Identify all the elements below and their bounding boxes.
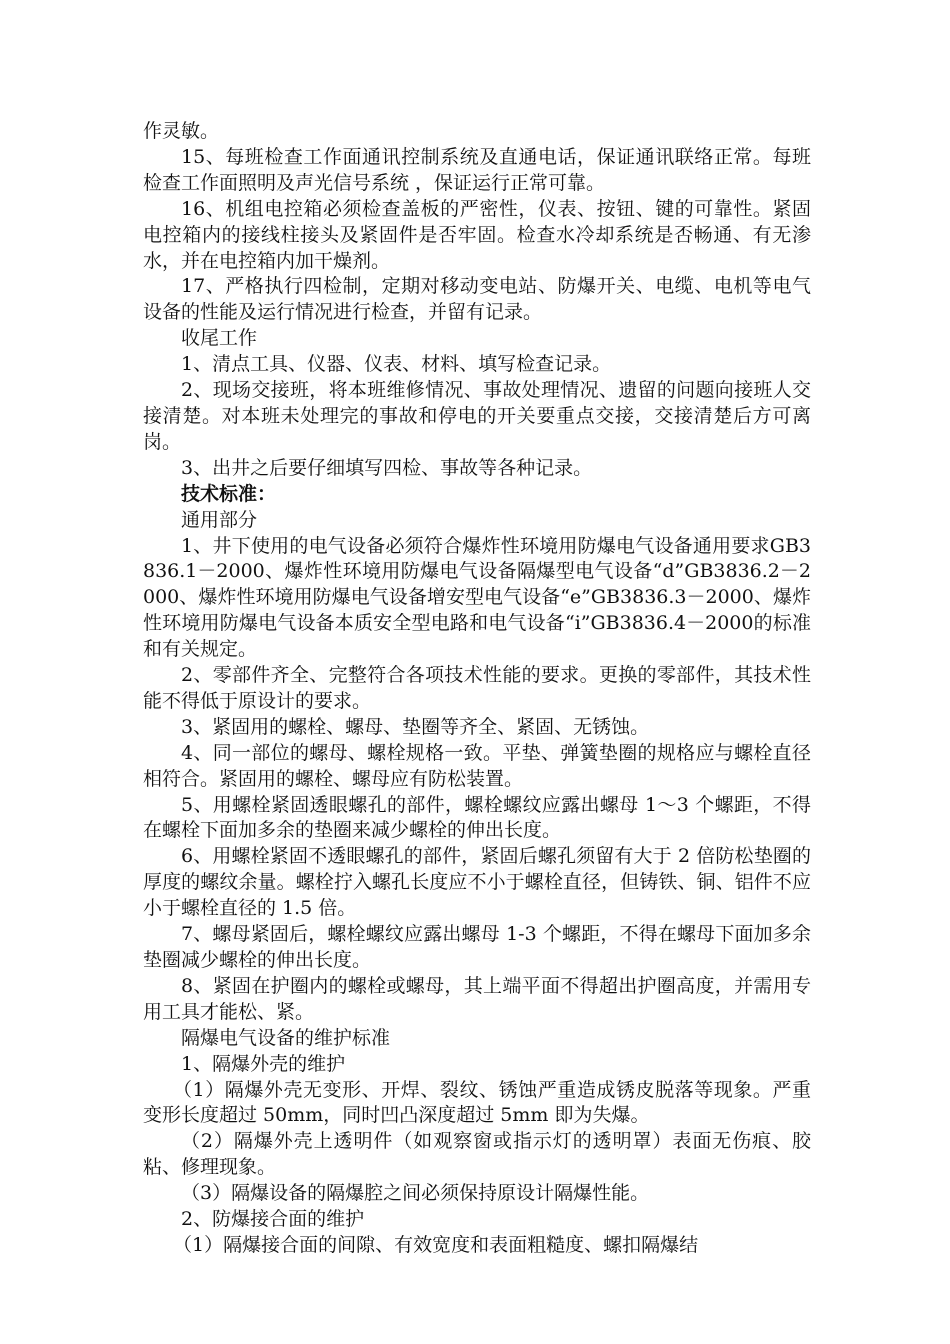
document-paragraph: （1）隔爆接合面的间隙、有效宽度和表面粗糙度、螺扣隔爆结 [173, 1233, 699, 1256]
document-paragraph: 作灵敏。 [143, 120, 220, 142]
document-paragraph: 2、现场交接班，将本班维修情况、事故处理情况、遗留的问题向接班人交接清楚。对本班未处理完的事故和停电的开关要重点交接，交接清楚后方可离岗。 [143, 379, 811, 453]
document-paragraph: 17、严格执行四检制，定期对移动变电站、防爆开关、电缆、电机等电气设备的性能及运行情况进行检查，并留有记录。 [143, 275, 811, 324]
document-paragraph: 2、零部件齐全、完整符合各项技术性能的要求。更换的零部件，其技术性能不得低于原设计的要求。 [143, 664, 811, 712]
document-paragraph: 2、防爆接合面的维护 [181, 1208, 365, 1231]
document-paragraph: 通用部分 [181, 508, 258, 531]
document-paragraph: 4、同一部位的螺母、螺栓规格一致。平垫、弹簧垫圈的规格应与螺栓直径相符合。紧固用的螺栓、螺母应有防松装置。 [143, 741, 811, 790]
document-paragraph: 1、隔爆外壳的维护 [181, 1052, 346, 1075]
document-paragraph: 1、清点工具、仪器、仪表、材料、填写检查记录。 [181, 353, 612, 376]
document-paragraph: 收尾工作 [181, 327, 258, 350]
document-paragraph: 16、机组电控箱必须检查盖板的严密性，仪表、按钮、键的可靠性。紧固电控箱内的接线柱接头及紧固件是否牢固。检查水冷却系统是否畅通、有无渗水，并在电控箱内加干燥剂。 [143, 197, 811, 272]
document-paragraph: （1）隔爆外壳无变形、开焊、裂纹、锈蚀严重造成锈皮脱落等现象。严重变形长度超过 50mm，同时凹凸深度超过 5mm 即为失爆。 [143, 1078, 811, 1127]
document-paragraph: 8、紧固在护圈内的螺栓或螺母，其上端平面不得超出护圈高度，并需用专用工具才能松、紧。 [143, 974, 811, 1023]
document-body [143, 119, 811, 1259]
document-paragraph: 5、用螺栓紧固透眼螺孔的部件，螺栓螺纹应露出螺母 1～3 个螺距，不得在螺栓下面加多余的垫圈来减少螺栓的伸出长度。 [143, 793, 811, 842]
document-paragraph: 1、井下使用的电气设备必须符合爆炸性环境用防爆电气设备通用要求GB3836.1－2000、爆炸性环境用防爆电气设备隔爆型电气设备“d”GB3836.2－2000、爆炸性环境用防爆电气设备增安型电气设备“e”GB3836.3－2000、爆炸性环境用防爆电气设备本质安全型电路和电气设备“i”GB3836.4－2000的标准和有关规定。 [143, 534, 811, 661]
document-paragraph: 7、螺母紧固后，螺栓螺纹应露出螺母 1-3 个螺距，不得在螺母下面加多余垫圈减少螺栓的伸出长度。 [143, 923, 811, 971]
document-paragraph: （3）隔爆设备的隔爆腔之间必须保持原设计隔爆性能。 [181, 1182, 650, 1205]
document-paragraph: 3、紧固用的螺栓、螺母、垫圈等齐全、紧固、无锈蚀。 [181, 715, 650, 738]
document-paragraph: 技术标准： [181, 482, 277, 505]
document-paragraph: 15、每班检查工作面通讯控制系统及直通电话，保证通讯联络正常。每班检查工作面照明及声光信号系统 ，保证运行正常可靠。 [143, 145, 811, 194]
document-paragraph: 6、用螺栓紧固不透眼螺孔的部件，紧固后螺孔须留有大于 2 倍防松垫圈的厚度的螺纹余量。螺栓拧入螺孔长度应不小于螺栓直径，但铸铁、铜、铝件不应小于螺栓直径的 1.5 倍。 [143, 845, 811, 920]
document-paragraph: 隔爆电气设备的维护标准 [181, 1026, 391, 1049]
document-paragraph: 3、出井之后要仔细填写四检、事故等各种记录。 [181, 456, 593, 479]
document-paragraph: （2）隔爆外壳上透明件（如观察窗或指示灯的透明罩）表面无伤痕、胶粘、修理现象。 [143, 1130, 811, 1179]
